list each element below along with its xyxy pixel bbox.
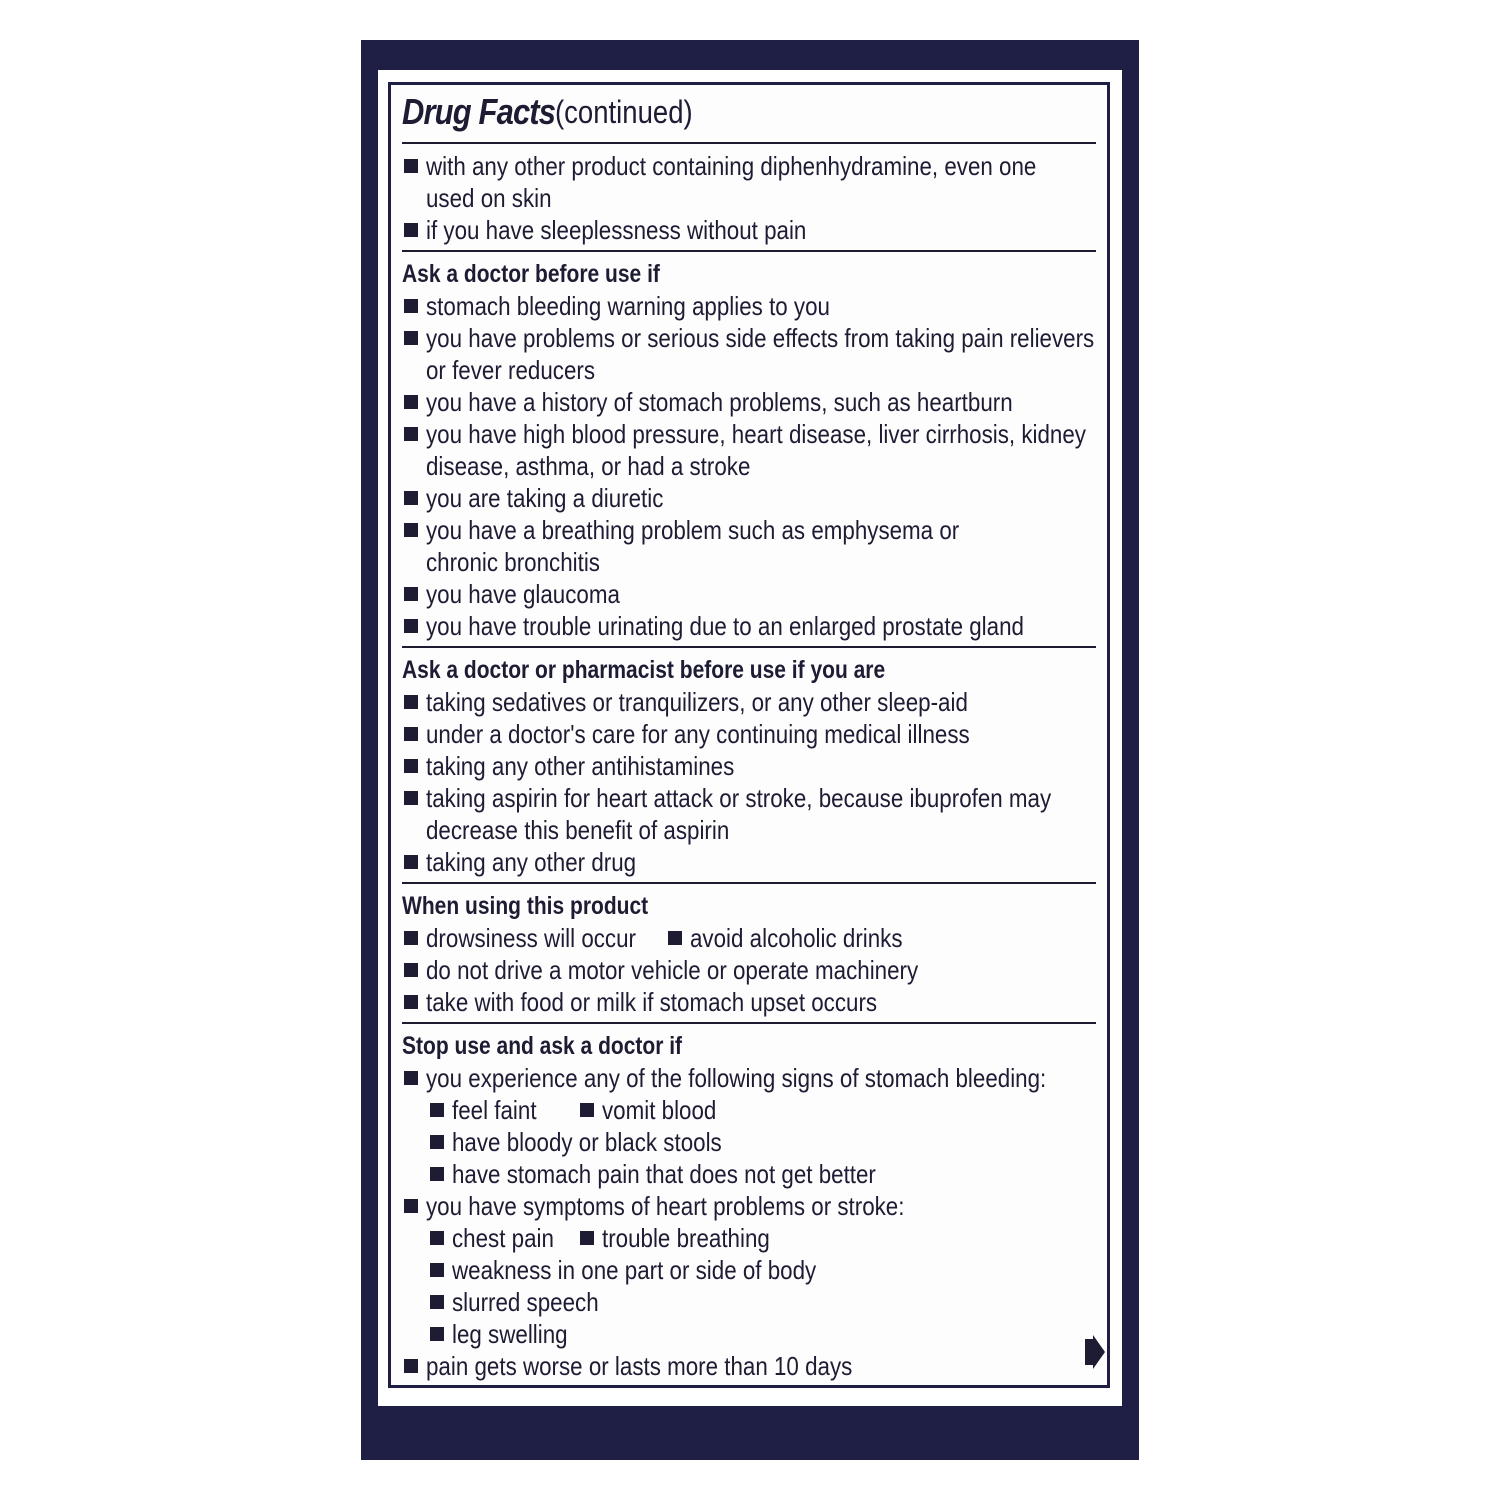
list-item: you have problems or serious side effects from taking pain relievers or fever reducers [402,322,1098,386]
square-bullet-icon [404,727,418,741]
list-item: you are taking a diuretic [402,482,1098,514]
title-continued: (continued) [555,94,693,130]
square-bullet-icon [404,223,418,237]
square-bullet-icon [430,1231,444,1245]
square-bullet-icon [404,791,418,805]
square-bullet-icon [404,299,418,313]
square-bullet-icon [668,931,682,945]
list-item: you have a history of stomach problems, such as heartburn [402,386,1098,418]
list-item: have bloody or black stools [402,1126,1098,1158]
list-item: taking any other drug [402,846,1098,878]
list-item: slurred speech [402,1286,1098,1318]
list-item: feel faint vomit blood [402,1094,1098,1126]
list-item: taking aspirin for heart attack or stroke, because ibuprofen may decrease this benefit of aspirin [402,782,1098,846]
list-item: weakness in one part or side of body [402,1254,1098,1286]
list-item: you have trouble urinating due to an enlarged prostate gland [402,610,1098,642]
square-bullet-icon [404,995,418,1009]
square-bullet-icon [404,395,418,409]
list-item: you have a breathing problem such as emphysema or chronic bronchitis [402,514,1098,578]
divider [402,882,1096,884]
list-item: have stomach pain that does not get better [402,1158,1098,1190]
square-bullet-icon [404,1359,418,1373]
divider [402,646,1096,648]
title-row [402,88,1098,138]
section-heading-ask-pharmacist: Ask a doctor or pharmacist before use if you are [402,656,886,684]
list-item: leg swelling [402,1318,1098,1350]
list-item: you have symptoms of heart problems or stroke: [402,1190,1098,1222]
list-item: you experience any of the following signs of stomach bleeding: [402,1062,1098,1094]
square-bullet-icon [404,619,418,633]
list-item: pain gets worse or lasts more than 10 days [402,1350,1098,1382]
square-bullet-icon [404,587,418,601]
list-item: with any other product containing diphenhydramine, even one used on skin [402,150,1098,214]
right-arrow-icon [1083,1335,1105,1369]
list-item: under a doctor's care for any continuing medical illness [402,718,1098,750]
square-bullet-icon [404,491,418,505]
square-bullet-icon [404,855,418,869]
section-heading-stop-use: Stop use and ask a doctor if [402,1032,683,1060]
list-item: if you have sleeplessness without pain [402,214,1098,246]
list-item: do not drive a motor vehicle or operate machinery [402,954,1098,986]
divider [402,250,1096,252]
square-bullet-icon [404,759,418,773]
square-bullet-icon [580,1231,594,1245]
square-bullet-icon [430,1167,444,1181]
list-item: chest pain trouble breathing [402,1222,1098,1254]
list-item: taking sedatives or tranquilizers, or any other sleep-aid [402,686,1098,718]
square-bullet-icon [404,331,418,345]
square-bullet-icon [404,695,418,709]
square-bullet-icon [404,1199,418,1213]
divider [402,142,1096,144]
section-heading-ask-doctor: Ask a doctor before use if [402,260,660,288]
square-bullet-icon [404,523,418,537]
square-bullet-icon [404,427,418,441]
list-item: take with food or milk if stomach upset occurs [402,986,1098,1018]
list-item: you have high blood pressure, heart disease, liver cirrhosis, kidney disease, asthma, or had a stroke [402,418,1098,482]
square-bullet-icon [430,1295,444,1309]
list-item: taking any other antihistamines [402,750,1098,782]
square-bullet-icon [430,1135,444,1149]
square-bullet-icon [430,1327,444,1341]
section-heading-when-using: When using this product [402,892,649,920]
divider [402,1022,1096,1024]
square-bullet-icon [430,1263,444,1277]
list-item: you have glaucoma [402,578,1098,610]
square-bullet-icon [430,1103,444,1117]
drug-facts-content [402,88,1098,1382]
square-bullet-icon [404,963,418,977]
square-bullet-icon [580,1103,594,1117]
list-item: stomach bleeding warning applies to you [402,290,1098,322]
square-bullet-icon [404,1071,418,1085]
square-bullet-icon [404,931,418,945]
square-bullet-icon [404,159,418,173]
list-item: drowsiness will occur avoid alcoholic drinks [402,922,1098,954]
page-title: Drug Facts [402,91,556,132]
